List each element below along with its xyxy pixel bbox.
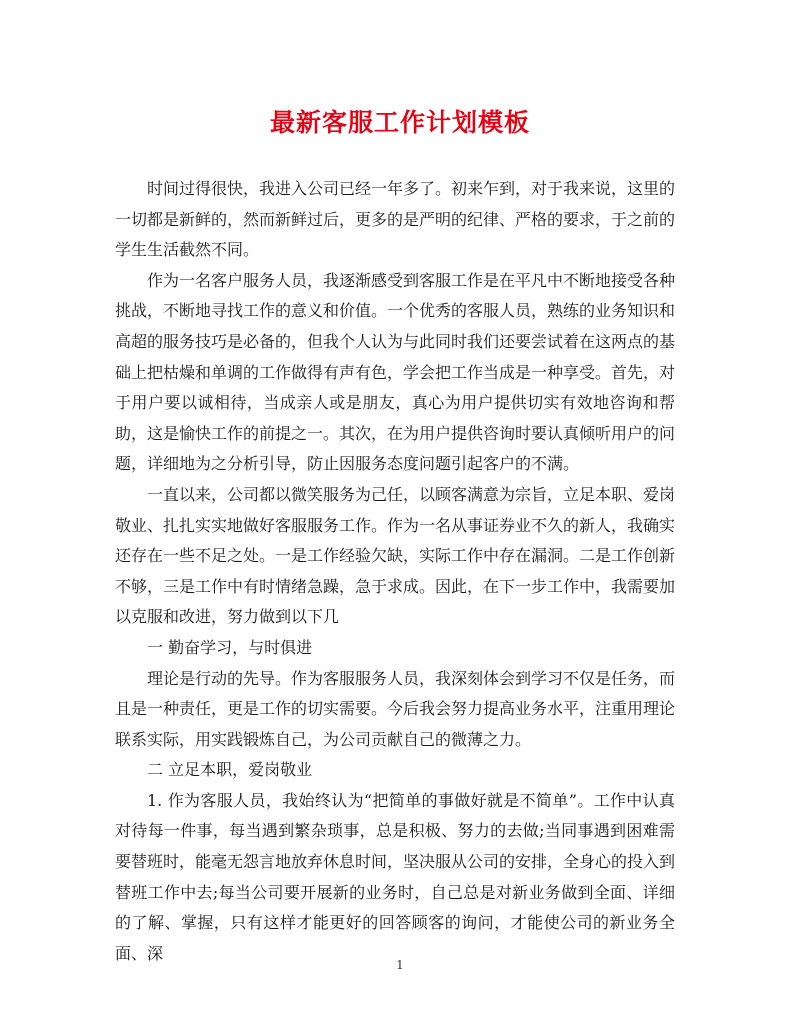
document-title: 最新客服工作计划模板	[269, 108, 530, 137]
section-heading-2: 二 立足本职，爱岗敬业	[147, 760, 313, 780]
paragraph-study: 理论是行动的先导。作为客服服务人员，我深刻体会到学习不仅是任务，而且是一种责任，更是工作的切实需要。今后我会努力提高业务水平，注重用理论联系实际，用实践锻炼自己，为公司贡献自己的微薄之力。	[115, 668, 676, 749]
paragraph-item-1: 1. 作为客服人员，我始终认为“把简单的事做好就是不简单”。工作中认真对待每一件事，每当遇到繁杂琐事，总是积极、努力的去做;当同事遇到困难需要替班时，能毫无怨言地放弃休息时间，坚决服从公司的安排，全身心的投入到替班工作中去;每当公司要开展新的业务时，自己总是对新业务做到全面、详细的了解、掌握，只有这样才能更好的回答顾客的询问，才能使公司的新业务全面、深	[115, 790, 676, 963]
page-number: 1	[396, 958, 404, 972]
paragraph-role: 作为一名客户服务人员，我逐渐感受到客服工作是在平凡中不断地接受各种挑战，不断地寻找工作的意义和价值。一个优秀的客服人员，熟练的业务知识和高超的服务技巧是必备的，但我个人认为与此同时我们还要尝试着在这两点的基础上把枯燥和单调的工作做得有声有色，学会把工作当成是一种享受。首先，对于用户要以诚相待，当成亲人或是朋友，真心为用户提供切实有效地咨询和帮助，这是愉快工作的前提之一。其次，在为用户提供咨询时要认真倾听用户的问题，详细地为之分析引导，防止因服务态度问题引起客户的不满。	[115, 270, 676, 474]
paragraph-shortcomings: 一直以来，公司都以微笑服务为己任，以顾客满意为宗旨，立足本职、爱岗敬业、扎扎实实地做好客服服务工作。作为一名从事证券业不久的新人，我确实还存在一些不足之处。一是工作经验欠缺，实际工作中存在漏洞。二是工作创新不够，三是工作中有时情绪急躁，急于求成。因此，在下一步工作中，我需要加以克服和改进，努力做到以下几	[115, 484, 676, 627]
paragraph-intro: 时间过得很快，我进入公司已经一年多了。初来乍到，对于我来说，这里的一切都是新鲜的，然而新鲜过后，更多的是严明的纪律、严格的要求，于之前的学生生活截然不同。	[115, 179, 676, 260]
document-body	[115, 174, 675, 969]
section-heading-1: 一 勤奋学习，与时俱进	[147, 637, 313, 657]
